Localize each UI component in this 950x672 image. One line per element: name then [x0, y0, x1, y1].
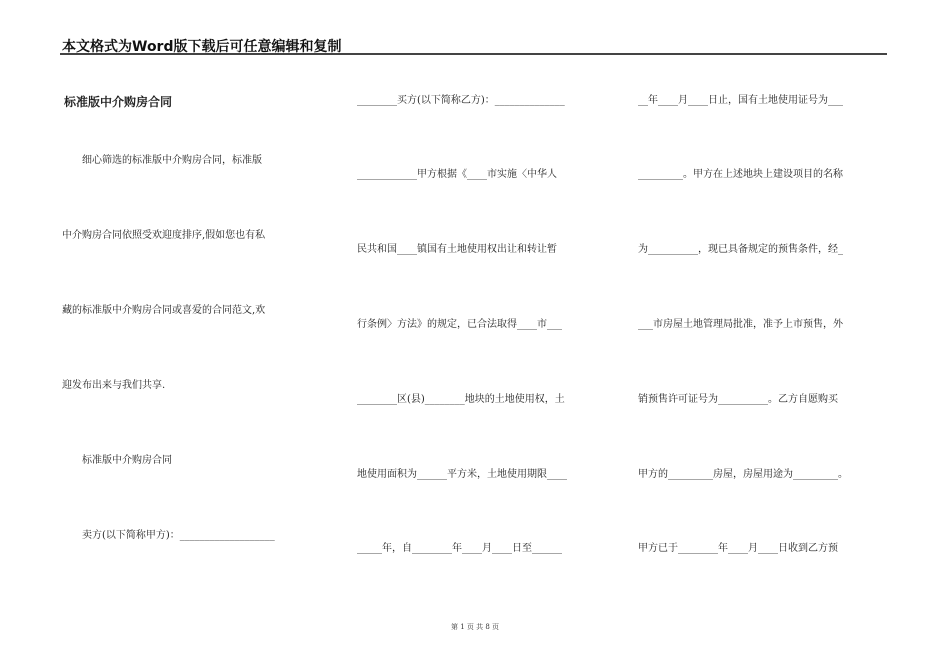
- text-line: 迎发布出来与我们共享.: [62, 380, 166, 391]
- text-line: ________买方(以下简称乙方)：______________: [357, 95, 565, 106]
- text-line: 民共和国____镇国有土地使用权出让和转让暂: [357, 244, 557, 255]
- text-line: ____________甲方根据《____市实施〈中华人: [357, 169, 557, 180]
- text-line: ________区(县)________地块的土地使用权，土: [357, 394, 565, 405]
- text-line: 甲方已于________年____月____日收到乙方预: [638, 543, 838, 554]
- text-line: 卖方(以下简称甲方)：___________________: [62, 530, 275, 541]
- header-divider: [60, 53, 887, 55]
- text-line: 中介购房合同依照受欢迎度排序,假如您也有私: [62, 230, 266, 241]
- document-title: 标准版中介购房合同: [64, 95, 173, 109]
- text-line: 标准版中介购房合同: [62, 455, 172, 466]
- text-line: 为__________，现已具备规定的预售条件，经_: [638, 244, 843, 255]
- text-line: _________。甲方在上述地块上建设项目的名称: [638, 169, 843, 180]
- text-line: 行条例〉方法》的规定，已合法取得____市___: [357, 319, 562, 330]
- text-line: 销预售许可证号为__________。乙方自愿购买: [638, 394, 838, 405]
- header-title: 本文格式为Word版下载后可任意编辑和复制: [62, 39, 342, 55]
- text-line: 藏的标准版中介购房合同或喜爱的合同范文,欢: [62, 305, 266, 316]
- text-line: 地使用面积为______平方米，土地使用期限____: [357, 469, 567, 480]
- page-number: 第 1 页 共 8 页: [450, 623, 500, 631]
- text-line: 细心筛选的标准版中介购房合同，标准版: [62, 155, 262, 166]
- text-line: 甲方的_________房屋，房屋用途为_________。: [638, 469, 848, 480]
- text-line: _____年，自________年____月____日至______: [357, 543, 562, 554]
- text-line: ___市房屋土地管理局批准，准予上市预售，外: [638, 319, 843, 330]
- text-line: __年____月____日止，国有土地使用证号为___: [638, 95, 843, 106]
